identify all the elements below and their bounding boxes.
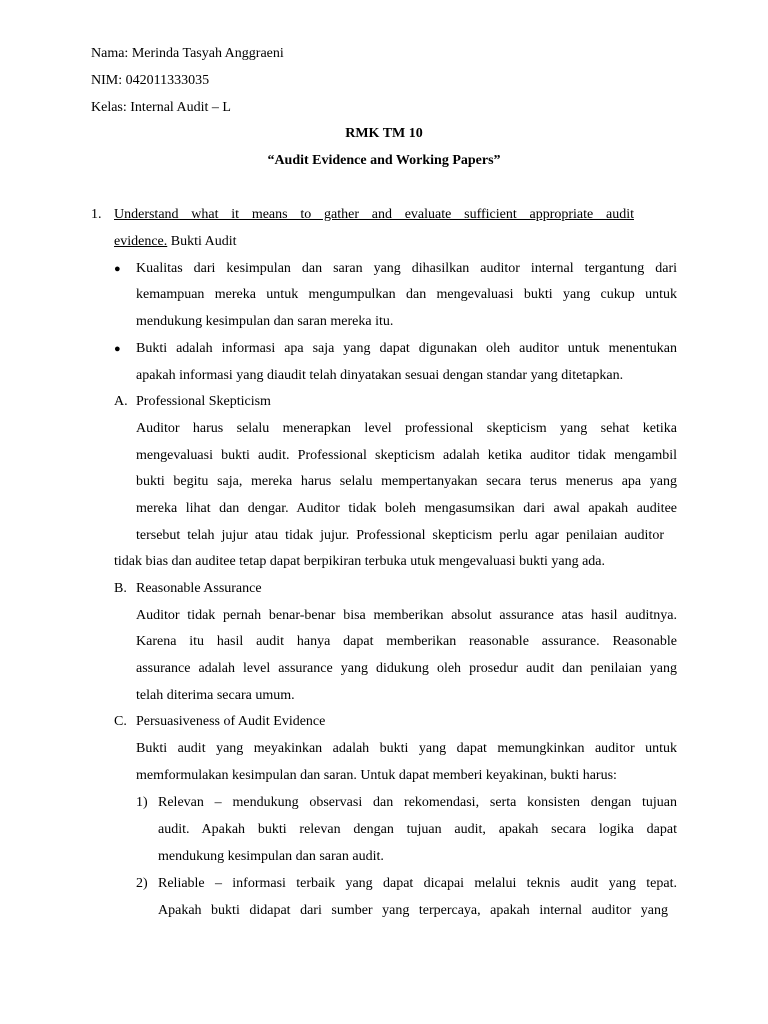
document-subtitle: “Audit Evidence and Working Papers” [267, 153, 501, 168]
bullet-2-line-1: Bukti adalah informasi apa saja yang dapat digunakan oleh auditor untuk menentukan [136, 341, 677, 356]
bullet-icon: ● [114, 343, 121, 355]
document-title: RMK TM 10 [345, 126, 423, 141]
student-class: Kelas: Internal Audit – L [91, 100, 231, 115]
subsection-b-letter: B. [114, 581, 127, 596]
item-1-line-1: Relevan – mendukung observasi dan rekomendasi, serta konsisten dengan tujuan [158, 795, 677, 810]
item-1-line-2: audit. Apakah bukti relevan dengan tujuan audit, apakah secara logika dapat [158, 822, 677, 837]
subsection-a-line-4: mereka lihat dan dengar. Auditor tidak boleh mengasumsikan dari awal apakah auditee [136, 501, 677, 516]
item-1-line-3: mendukung kesimpulan dan saran audit. [158, 849, 384, 864]
student-name: Nama: Merinda Tasyah Anggraeni [91, 46, 284, 61]
section-number: 1. [91, 207, 102, 222]
subsection-c-title: Persuasiveness of Audit Evidence [136, 714, 326, 729]
item-2-line-2: Apakah bukti didapat dari sumber yang terpercaya, apakah internal auditor yang [158, 903, 668, 918]
subsection-c-line-1: Bukti audit yang meyakinkan adalah bukti yang dapat memungkinkan auditor untuk [136, 741, 677, 756]
subsection-a-line-2: mengevaluasi bukti audit. Professional skepticism adalah ketika auditor tidak mengambil [136, 448, 677, 463]
subsection-b-line-3: assurance adalah level assurance yang didukung oleh prosedur audit dan penilaian yang [136, 661, 677, 676]
subsection-a-line-6: tidak bias dan auditee tetap dapat berpikiran terbuka utuk mengevaluasi bukti yang ada. [114, 554, 605, 569]
subsection-a-letter: A. [114, 394, 128, 409]
bullet-1-line-1: Kualitas dari kesimpulan dan saran yang dihasilkan auditor internal tergantung dari [136, 261, 677, 276]
item-1-number: 1) [136, 795, 148, 810]
bullet-icon: ● [114, 263, 121, 275]
subsection-b-line-1: Auditor tidak pernah benar-benar bisa memberikan absolut assurance atas hasil auditnya. [136, 608, 677, 623]
bullet-1-line-2: kemampuan mereka untuk mengumpulkan dan mengevaluasi bukti yang cukup untuk [136, 287, 677, 302]
section-heading-underlined: evidence. [114, 234, 168, 249]
subsection-a-line-1: Auditor harus selalu menerapkan level professional skepticism yang sehat ketika [136, 421, 677, 436]
section-heading-rest: Bukti Audit [167, 234, 237, 249]
bullet-1-line-3: mendukung kesimpulan dan saran mereka itu. [136, 314, 394, 329]
student-nim: NIM: 042011333035 [91, 73, 210, 88]
bullet-2-line-2: apakah informasi yang diaudit telah dinyatakan sesuai dengan standar yang ditetapkan. [136, 368, 624, 383]
subsection-a-line-3: bukti begitu saja, mereka harus selalu mempertanyakan secara terus menerus apa yang [136, 474, 677, 489]
subsection-c-line-2: memformulakan kesimpulan dan saran. Untuk dapat memberi keyakinan, bukti harus: [136, 768, 617, 783]
section-heading-line1: Understand what it means to gather and evaluate sufficient appropriate audit [114, 207, 634, 222]
subsection-b-title: Reasonable Assurance [136, 581, 262, 596]
subsection-a-title: Professional Skepticism [136, 394, 271, 409]
subsection-c-letter: C. [114, 714, 127, 729]
section-heading-line2 [114, 234, 236, 250]
item-2-line-1: Reliable – informasi terbaik yang dapat dicapai melalui teknis audit yang tepat. [158, 876, 677, 891]
item-2-number: 2) [136, 876, 148, 891]
subsection-a-line-5: tersebut telah jujur atau tidak jujur. Professional skepticism perlu agar penilaian auditor [136, 528, 664, 543]
subsection-b-line-2: Karena itu hasil audit hanya dapat memberikan reasonable assurance. Reasonable [136, 634, 677, 649]
subsection-b-line-4: telah diterima secara umum. [136, 688, 295, 703]
